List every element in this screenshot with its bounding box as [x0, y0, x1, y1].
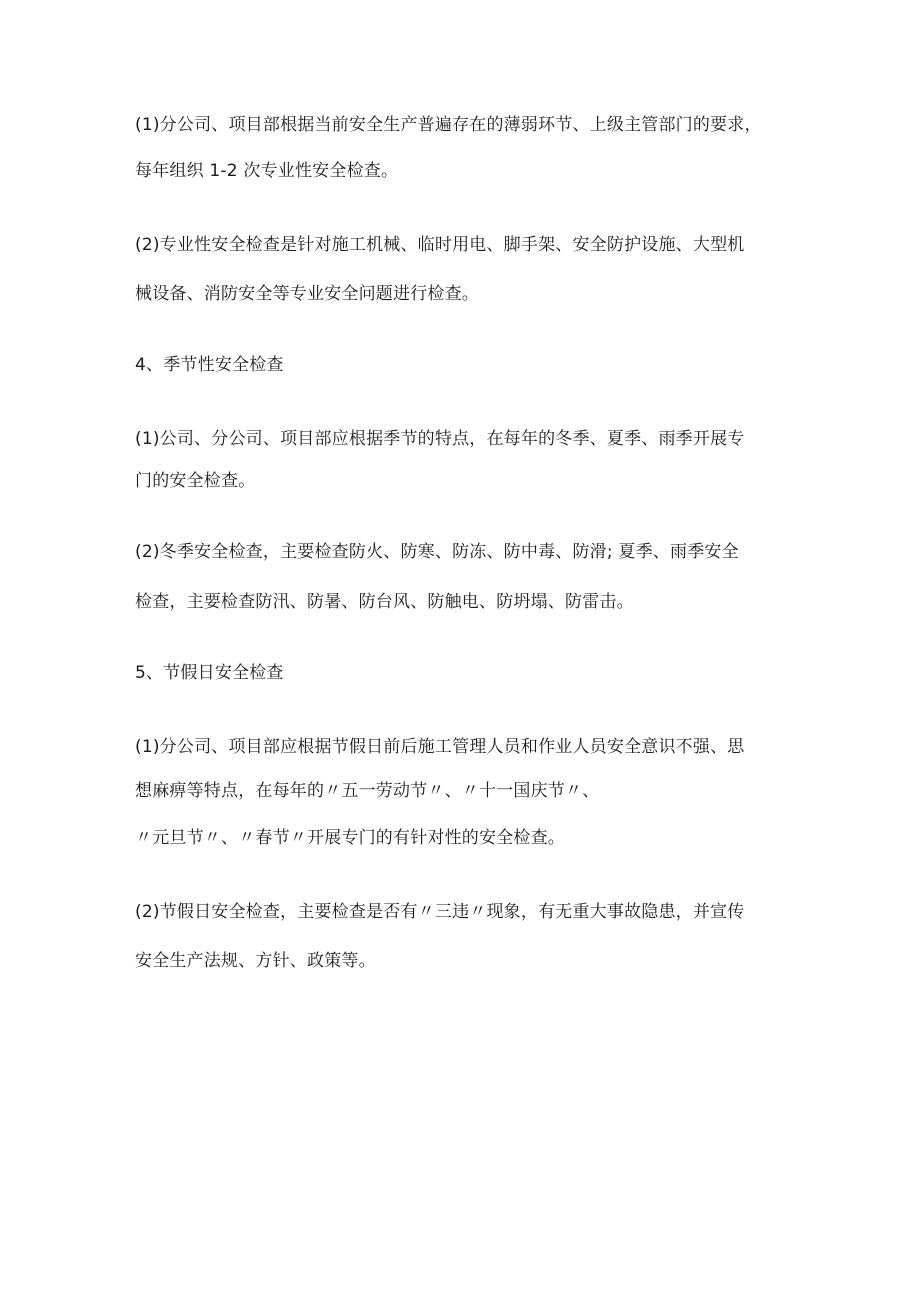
paragraph-line: 检查，主要检查防汛、防暑、防台风、防触电、防坍塌、防雷击。 — [135, 592, 634, 612]
paragraph-line: 每年组织 1-2 次专业性安全检查。 — [135, 161, 399, 181]
paragraph-line: (2)专业性安全检查是针对施工机械、临时用电、脚手架、安全防护设施、大型机 — [135, 235, 745, 255]
paragraph-line: 门的安全检查。 — [135, 471, 256, 491]
paragraph-line: 安全生产法规、方针、政策等。 — [135, 951, 376, 971]
paragraph-line: 械设备、消防安全等专业安全问题进行检查。 — [135, 284, 479, 304]
paragraph-line: 〃元旦节〃、〃春节〃开展专门的有针对性的安全检查。 — [135, 828, 565, 848]
paragraph-line: 想麻痹等特点，在每年的〃五一劳动节〃、〃十一国庆节〃、 — [135, 781, 600, 801]
section-heading: 5、节假日安全检查 — [135, 663, 284, 683]
section-heading: 4、季节性安全检查 — [135, 355, 284, 375]
paragraph-line: (1)分公司、项目部应根据节假日前后施工管理人员和作业人员安全意识不强、思 — [135, 737, 745, 757]
paragraph-line: (2)节假日安全检查，主要检查是否有〃三违〃现象，有无重大事故隐患，并宣传 — [135, 902, 745, 922]
paragraph-line: (2)冬季安全检查，主要检查防火、防寒、防冻、防中毒、防滑; 夏季、雨季安全 — [135, 542, 739, 562]
paragraph-line: (1)分公司、项目部根据当前安全生产普遍存在的薄弱环节、上级主管部门的要求， — [135, 115, 762, 135]
paragraph-line: (1)公司、分公司、项目部应根据季节的特点，在每年的冬季、夏季、雨季开展专 — [135, 429, 745, 449]
